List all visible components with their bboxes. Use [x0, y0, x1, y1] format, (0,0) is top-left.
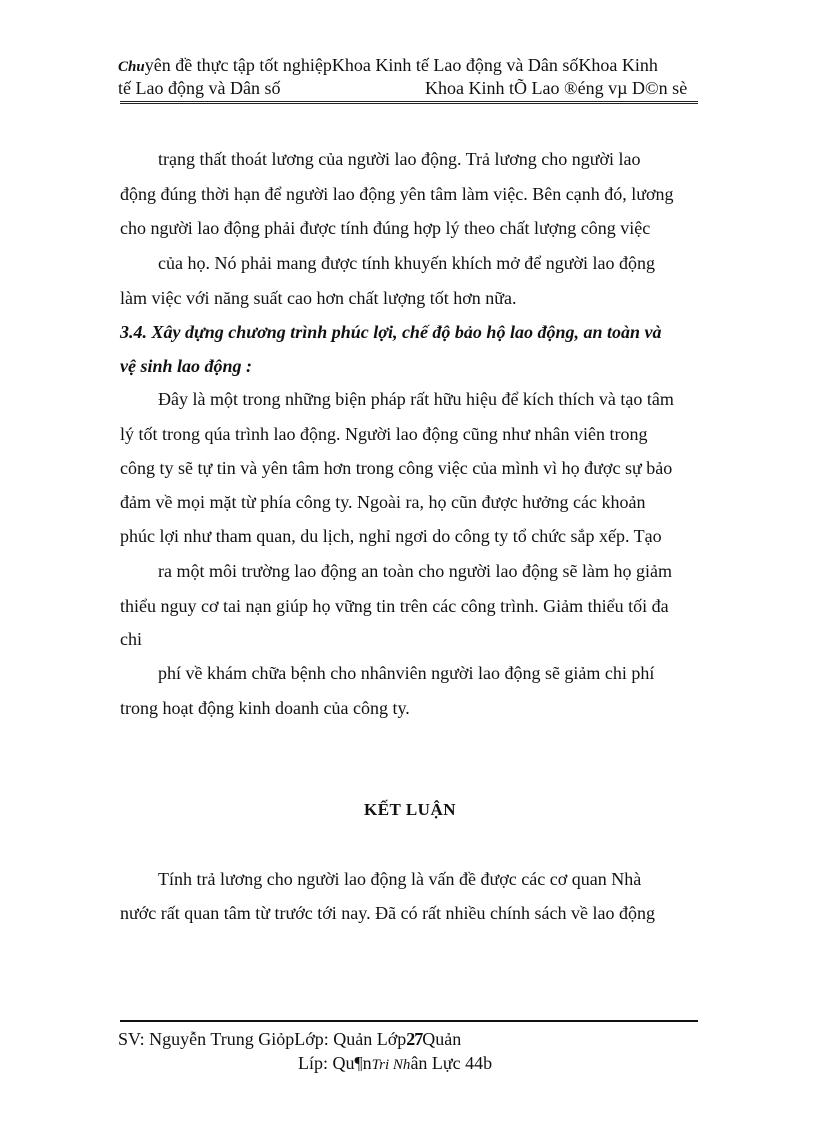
footer-line-2-tail: ân Lực 44b — [410, 1053, 493, 1073]
footer-line-1-tail: Quản — [422, 1029, 462, 1049]
body-line: đảm về mọi mặt từ phía công ty. Ngoài ra, họ cũn được hưởng các khoản — [120, 492, 646, 512]
body-line: trạng thất thoát lương của người lao động. Trả lương cho người lao — [158, 149, 641, 169]
header-line-2-right: Khoa Kinh tÕ Lao ®éng vµ D©n sè — [425, 78, 688, 98]
body-line: lý tốt trong qúa trình lao động. Người lao động cũng như nhân viên trong — [120, 424, 648, 444]
body-line: chi — [120, 629, 142, 649]
section-heading-line-1: 3.4. Xây dựng chương trình phúc lợi, chế độ bảo hộ lao động, an toàn và — [120, 322, 662, 342]
footer-student-text: SV: Nguyễn Trung GiỏpLớp: Quản Lớp — [118, 1029, 407, 1049]
body-line: làm việc với năng suất cao hơn chất lượng tốt hơn nữa. — [120, 288, 517, 308]
body-line: của họ. Nó phải mang được tính khuyến khích mở để người lao động — [158, 253, 655, 273]
footer-line-2 — [298, 1052, 492, 1076]
header-line-2-left: tế Lao động và Dân số — [118, 78, 281, 98]
header-line-1 — [118, 54, 658, 78]
body-line: phí về khám chữa bệnh cho nhânviên người lao động sẽ giảm chi phí — [158, 663, 655, 683]
body-line: phúc lợi như tham quan, du lịch, nghỉ ngơi do công ty tổ chức sắp xếp. Tạo — [120, 526, 662, 546]
footer-line-2-prefix: Líp: Qu¶n — [298, 1053, 372, 1073]
body-line: công ty sẽ tự tin và yên tâm hơn trong công việc của mình vì họ được sự bảo — [120, 458, 673, 478]
body-line: Tính trả lương cho người lao động là vấn đề được các cơ quan Nhà — [158, 869, 642, 889]
footer-line-2-script: Tri Nh — [371, 1057, 411, 1073]
body-line: Đây là một trong những biện pháp rất hữu hiệu để kích thích và tạo tâm — [158, 389, 674, 409]
footer-rule — [120, 1020, 698, 1022]
conclusion-title: KẾT LUẬN — [364, 800, 457, 819]
footer-line-1 — [118, 1028, 461, 1050]
body-line: thiểu nguy cơ tai nạn giúp họ vững tin trên các công trình. Giảm thiểu tối đa — [120, 596, 669, 616]
body-line: nước rất quan tâm từ trước tới nay. Đã có rất nhiều chính sách về lao động — [120, 903, 655, 923]
body-line: ra một môi trường lao động an toàn cho người lao động sẽ làm họ giảm — [158, 561, 672, 581]
section-heading-line-2: vệ sinh lao động : — [120, 356, 253, 376]
body-line: cho người lao động phải được tính đúng hợp lý theo chất lượng công việc — [120, 218, 651, 238]
header-rule — [120, 101, 698, 104]
body-line: trong hoạt động kinh doanh của công ty. — [120, 698, 410, 718]
page-number: 27 — [406, 1029, 423, 1049]
body-line: động đúng thời hạn để người lao động yên tâm làm việc. Bên cạnh đó, lương — [120, 184, 674, 204]
header-line-1-text: yên đề thực tập tốt nghiệpKhoa Kinh tế Lao động và Dân sốKhoa Kinh — [144, 55, 658, 75]
header-script-prefix: Chu — [118, 59, 145, 75]
